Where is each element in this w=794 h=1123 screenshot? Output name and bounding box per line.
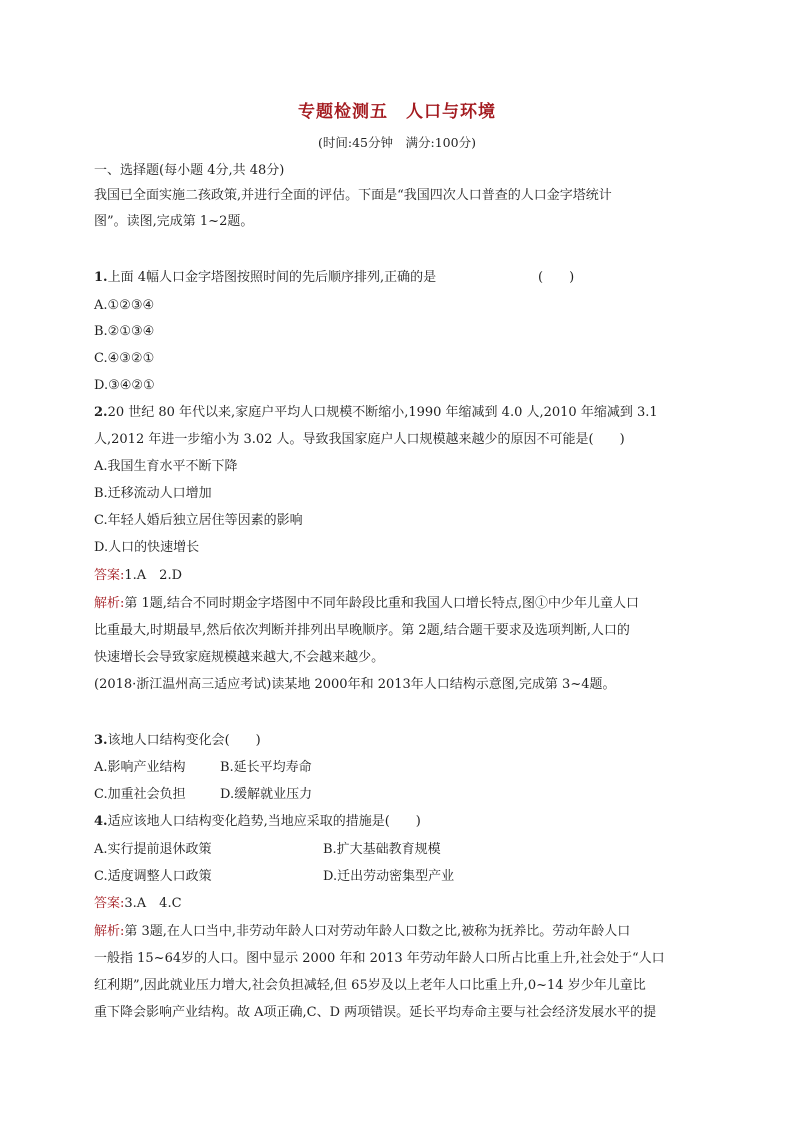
question-text: 上面 4幅人口金字塔图按照时间的先后顺序排列,正确的是 bbox=[107, 270, 437, 285]
question-3 bbox=[94, 733, 261, 749]
option-b: B.扩大基础教育规模 bbox=[323, 842, 441, 857]
explanation-line-2: 比重最大,时期最早,然后依次判断并排列出早晚顺序。第 2题,结合题干要求及选项判断,人口的 bbox=[94, 623, 630, 638]
option-d: D.③④②① bbox=[94, 378, 155, 393]
question-number: 1. bbox=[94, 270, 108, 285]
question-1 bbox=[94, 270, 436, 286]
page-subtitle: (时间:45分钟 满分:100分) bbox=[318, 135, 476, 150]
explanation-line-2: 一般指 15~64岁的人口。图中显示 2000 年和 2013 年劳动年龄人口所占比重上升,社会处于“人口 bbox=[94, 951, 665, 966]
option-c: C.年轻人婚后独立居住等因素的影响 bbox=[94, 513, 303, 528]
option-c: C.加重社会负担 bbox=[94, 787, 186, 802]
option-b: B.迁移流动人口增加 bbox=[94, 486, 212, 501]
explanation-line-3: 快速增长会导致家庭规模越来越大,不会越来越少。 bbox=[94, 650, 385, 665]
answer-text: 1.A 2.D bbox=[124, 568, 183, 583]
option-a: A.影响产业结构 bbox=[94, 760, 186, 775]
question-text: 该地人口结构变化会( ) bbox=[107, 733, 261, 748]
explanation-line-1 bbox=[94, 924, 630, 940]
explanation-label: 解析: bbox=[94, 596, 125, 611]
page-title: 专题检测五 人口与环境 bbox=[298, 102, 496, 122]
answer-label: 答案: bbox=[94, 568, 125, 583]
intro-text-1: 我国已全面实施二孩政策,并进行全面的评估。下面是“我国四次人口普查的人口金字塔统计 bbox=[94, 188, 612, 203]
explanation-label: 解析: bbox=[94, 924, 125, 939]
question-2 bbox=[94, 405, 658, 421]
option-c: C.适度调整人口政策 bbox=[94, 869, 212, 884]
option-a: A.实行提前退休政策 bbox=[94, 842, 212, 857]
explanation-text: 第 1题,结合不同时期金字塔图中不同年龄段比重和我国人口增长特点,图①中少年儿童人口 bbox=[124, 596, 640, 611]
option-d: D.迁出劳动密集型产业 bbox=[323, 869, 455, 884]
question-2-line-2: 人,2012 年进一步缩小为 3.02 人。导致我国家庭户人口规模越来越少的原因不可能是( ) bbox=[94, 432, 625, 447]
question-number: 2. bbox=[94, 405, 108, 420]
option-a: A.①②③④ bbox=[94, 298, 155, 313]
explanation-text: 第 3题,在人口当中,非劳动年龄人口对劳动年龄人口数之比,被称为抚养比。劳动年龄人口 bbox=[124, 924, 631, 939]
option-a: A.我国生育水平不断下降 bbox=[94, 459, 238, 474]
option-c: C.④③②① bbox=[94, 351, 155, 366]
question-text: 20 世纪 80 年代以来,家庭户平均人口规模不断缩小,1990 年缩减到 4.0 人,2010 年缩减到 3.1 bbox=[107, 405, 658, 420]
section-heading: 一、选择题(每小题 4分,共 48分) bbox=[94, 163, 285, 178]
answer-text: 3.A 4.C bbox=[124, 896, 182, 911]
answer-paren: ( ) bbox=[538, 270, 575, 285]
answer-line bbox=[94, 568, 182, 584]
explanation-line-1 bbox=[94, 596, 639, 612]
intro-text-2: 图”。读图,完成第 1~2题。 bbox=[94, 214, 254, 229]
option-b: B.②①③④ bbox=[94, 324, 155, 339]
question-4 bbox=[94, 814, 421, 830]
question-text: 适应该地人口结构变化趋势,当地应采取的措施是( ) bbox=[107, 814, 421, 829]
explanation-line-4: 重下降会影响产业结构。故 A项正确,C、D 两项错误。延长平均寿命主要与社会经济发展水平的提 bbox=[94, 1005, 657, 1020]
option-d: D.人口的快速增长 bbox=[94, 540, 200, 555]
question-number: 4. bbox=[94, 814, 108, 829]
intro-text-3: (2018·浙江温州高三适应考试)读某地 2000年和 2013年人口结构示意图,完成第 3~4题。 bbox=[94, 677, 616, 692]
explanation-line-3: 红利期”,因此就业压力增大,社会负担减轻,但 65岁及以上老年人口比重上升,0~14 岁少年儿童比 bbox=[94, 978, 646, 993]
question-number: 3. bbox=[94, 733, 108, 748]
answer-label: 答案: bbox=[94, 896, 125, 911]
option-b: B.延长平均寿命 bbox=[220, 760, 312, 775]
answer-line bbox=[94, 896, 182, 912]
option-d: D.缓解就业压力 bbox=[220, 787, 313, 802]
